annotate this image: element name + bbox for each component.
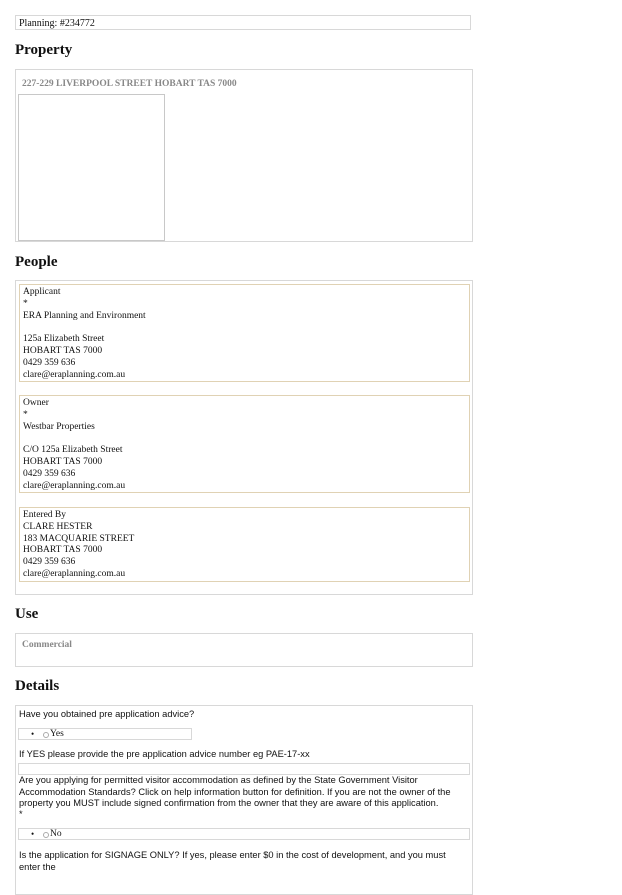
applicant-required-marker: * [23,298,28,309]
applicant-address-line2: HOBART TAS 7000 [23,345,103,356]
people-heading: People [15,254,58,270]
entered-by-role: Entered By [23,510,67,520]
owner-phone: 0429 359 636 [23,468,76,479]
owner-card [19,395,470,493]
visitor-accommodation-required-marker: * [19,809,23,819]
entered-by-card [19,507,470,582]
use-heading: Use [15,606,39,622]
property-heading: Property [15,42,73,58]
entered-by-email: clare@eraplanning.com.au [23,568,126,579]
radio-option-no[interactable] [18,828,470,840]
use-value: Commercial [22,640,72,650]
pre-application-number-input[interactable] [18,763,470,775]
radio-option-yes[interactable] [18,728,192,740]
bullet-icon: • [31,729,35,739]
applicant-address-line1: 125a Elizabeth Street [23,334,105,345]
property-panel [15,69,473,242]
owner-address-line1: C/O 125a Elizabeth Street [23,445,123,456]
question-pre-application-number: If YES please provide the pre application advice number eg PAE-17-xx [19,749,310,759]
people-panel [15,280,473,595]
entered-by-address-line2: HOBART TAS 7000 [23,545,103,556]
owner-email: clare@eraplanning.com.au [23,480,126,491]
owner-role: Owner [23,398,49,408]
radio-button-yes[interactable] [43,732,49,738]
question-visitor-accommodation: Are you applying for permitted visitor accommodation as defined by the State Government Visitor Accommodation Standards? Click on help information button for definition. If you are not the owner of the property you MUST include signed confirmation from the owner that they are aware of this application. [19,775,451,808]
radio-button-no[interactable] [43,832,49,838]
question-signage-only: Is the application for SIGNAGE ONLY? If yes, please enter $0 in the cost of development, and you must enter the [19,850,446,872]
owner-address-line2: HOBART TAS 7000 [23,456,103,467]
applicant-email: clare@eraplanning.com.au [23,369,126,380]
bullet-icon: • [31,829,35,839]
property-map-placeholder [18,94,165,241]
entered-by-name: CLARE HESTER [23,521,93,532]
property-address: 227-229 LIVERPOOL STREET HOBART TAS 7000 [22,79,237,89]
use-panel [15,633,473,667]
applicant-phone: 0429 359 636 [23,357,76,368]
applicant-role: Applicant [23,287,61,297]
question-pre-application-advice: Have you obtained pre application advice? [19,709,195,719]
details-heading: Details [15,678,60,694]
radio-label-yes: Yes [50,729,64,739]
applicant-name: ERA Planning and Environment [23,310,146,321]
details-panel [15,705,473,895]
radio-label-no: No [50,829,62,839]
planning-number: Planning: #234772 [15,15,471,30]
applicant-card [19,284,470,382]
owner-required-marker: * [23,409,28,420]
owner-name: Westbar Properties [23,421,95,432]
entered-by-address-line1: 183 MACQUARIE STREET [23,533,135,544]
entered-by-phone: 0429 359 636 [23,557,76,568]
